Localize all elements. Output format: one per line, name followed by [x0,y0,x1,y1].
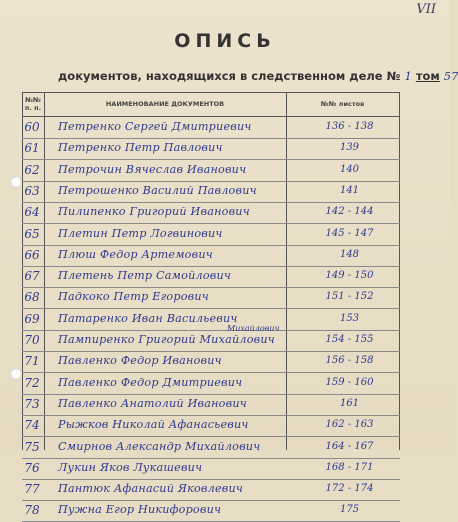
document-name: Петренко Петр Павлович [58,141,223,155]
table-row [22,309,400,331]
sheet-numbers: 136 - 138 [325,121,374,132]
row-number: 77 [24,482,40,497]
document-name: Пилипенко Григорий Иванович [58,205,250,219]
table-row [22,287,400,309]
table-row [22,117,400,139]
sheet-numbers: 162 - 163 [325,419,374,431]
corner-mark: VII [416,2,436,17]
sheet-numbers: 139 [339,142,360,154]
table-row [22,181,400,203]
row-number: 66 [24,247,40,262]
table-row [22,500,400,522]
sheet-numbers: 153 [339,312,360,324]
header-name: НАИМЕНОВАНИЕ ДОКУМЕНТОВ [105,100,225,108]
document-name: Петрошенко Василий Павлович [58,183,257,197]
table-row [22,160,400,182]
punch-hole [10,368,22,380]
volume-label: том [415,69,440,83]
table-row [22,437,400,459]
page-title: ОПИСЬ [174,30,276,52]
document-name: Павленко Федор Иванович [58,354,222,368]
row-number: 71 [24,354,40,369]
table-row [22,458,400,480]
document-name: Плетень Петр Самойлович [58,269,232,283]
row-number: 61 [24,141,40,156]
sheet-numbers: 148 [339,248,360,260]
row-number: 70 [24,333,40,347]
handwritten-correction: Михайлович [227,324,280,333]
document-name: Петрочин Вячеслав Иванович [58,162,247,176]
sheet-numbers: 161 [339,397,360,409]
case-number: 1 [404,69,412,83]
document-name: Пужна Егор Никифорович [58,503,222,517]
table-row [22,324,400,352]
table-row [22,138,400,160]
document-name: Павленко Федор Дмитриевич [58,375,243,389]
table-row [22,479,400,501]
subtitle [58,69,458,83]
sheet-numbers: 154 - 155 [325,334,374,345]
table-row [22,202,400,224]
table-row [22,245,400,267]
sheet-numbers: 168 - 171 [325,461,374,473]
table-row [22,224,400,246]
sheet-numbers: 141 [339,184,360,196]
row-number: 73 [24,396,40,411]
table-row [22,415,400,437]
table-row [22,373,400,395]
document-name: Падкоко Петр Егорович [58,290,209,304]
sheet-numbers: 140 [339,163,360,175]
document-name: Смирнов Александр Михайлович [58,439,261,453]
document-name: Петренко Сергей Дмитриевич [58,120,252,133]
sheet-numbers: 159 - 160 [325,376,374,388]
document-name: Пантюк Афанасий Яковлевич [58,482,244,496]
sheet-numbers: 149 - 150 [325,270,374,282]
sheet-numbers: 175 [339,504,360,516]
row-number: 68 [24,290,40,305]
row-number: 75 [24,439,40,454]
table-row [22,266,400,288]
punch-hole [10,176,22,188]
sheet-numbers: 142 - 144 [325,206,374,218]
header-sheets: №№ листов [320,100,365,108]
row-number: 62 [24,162,40,177]
document-name: Рыжков Николай Афанасьевич [58,418,249,432]
table-row [22,351,400,373]
sheet-numbers: 151 - 152 [325,291,374,303]
row-number: 67 [24,269,40,284]
document-name: Плюш Федор Артемович [58,247,213,261]
row-number: 78 [24,503,40,518]
sheet-numbers: 156 - 158 [325,355,374,367]
row-number: 63 [24,183,40,198]
volume-number: 57 [443,69,458,83]
document-name: Лукин Яков Лукашевич [58,460,203,474]
document-name: Плетин Петр Логвинович [58,226,223,240]
sheet-numbers: 172 - 174 [325,483,374,495]
table-top-border [22,92,400,93]
row-number: 69 [24,311,40,326]
row-number: 72 [24,375,40,390]
row-number: 64 [24,205,40,220]
header-num: №№ п. п. [24,96,42,112]
document-name: Павленко Анатолий Иванович [58,396,247,410]
sheet-numbers: 145 - 147 [325,227,374,239]
document-name: Патаренко Иван Васильевич [58,311,238,325]
row-number: 74 [24,418,40,433]
table-row [22,394,400,416]
row-number: 76 [24,460,40,475]
row-number: 65 [24,226,40,241]
sheet-numbers: 164 - 167 [325,440,374,452]
document-name: Пампиренко Григорий Михайлович [58,333,275,346]
subtitle-prefix: документов, находящихся в следственном деле № [58,69,401,83]
row-number: 60 [24,120,40,134]
